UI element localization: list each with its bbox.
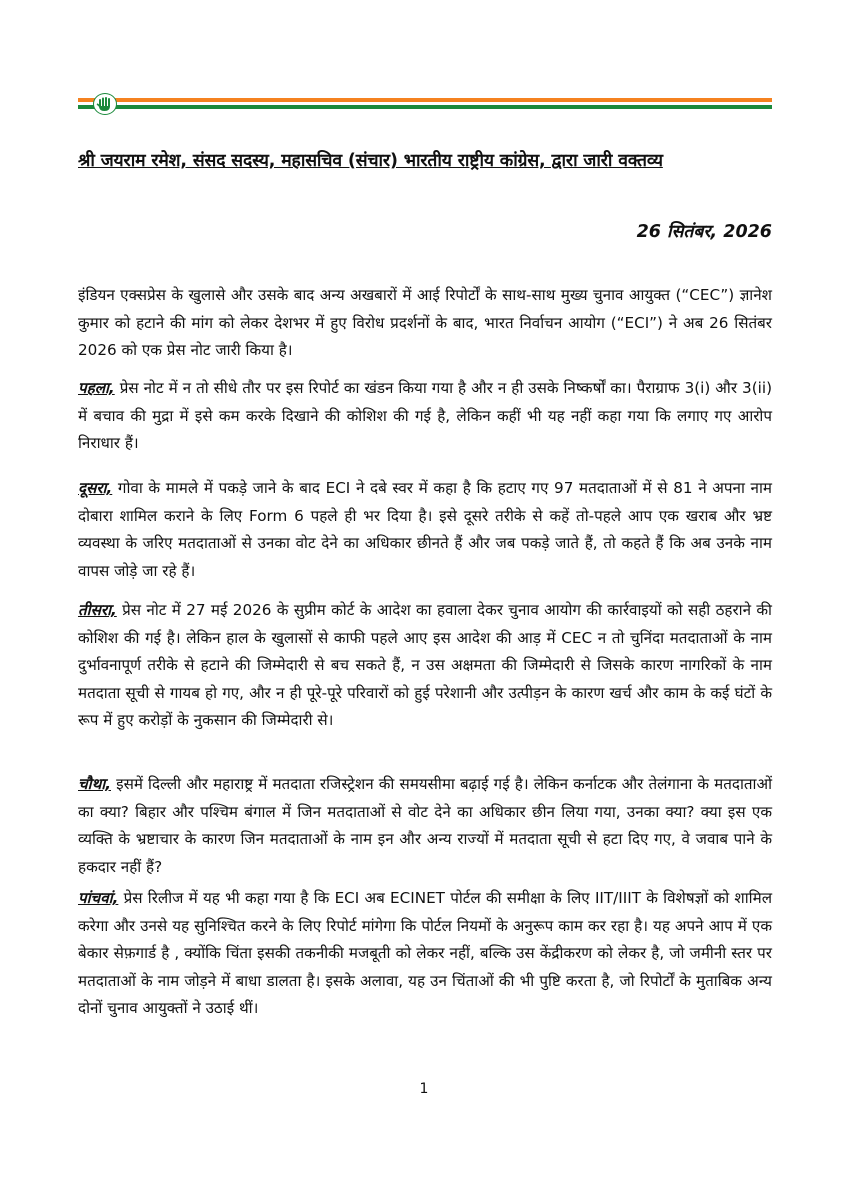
paragraph-text: प्रेस नोट में 27 मई 2026 के सुप्रीम कोर्ट के आदेश का हवाला देकर चुनाव आयोग की कार्रवाइयों को सही ठहराने की कोशिश की गई है। लेकिन हाल के खुलासों से काफी पहले आए इस आदेश की आड़ में CEC न तो चुनिंदा मतदाताओं के नाम दुर्भावनापूर्ण तरीके से हटाने की जिम्मेदारी से बच सकते हैं, न उस अक्षमता की जिम्मेदारी से जिसके कारण नागरिकों के नाम मतदाता सूची से गायब हो गए, और न ही पूरे-पूरे परिवारों को हुई परेशानी और उत्पीड़न के कारण खर्च और काम के कई घंटों के रूप में हुए करोड़ों के नुकसान की जिम्मेदारी से। [78,601,772,729]
paragraph-lead: चौथा, [78,775,111,793]
paragraph-text: इसमें दिल्ली और महाराष्ट्र में मतदाता रजिस्ट्रेशन की समयसीमा बढ़ाई गई है। लेकिन कर्नाटक और तेलंगाना के मतदाताओं का क्या? बिहार और पश्चिम बंगाल में जिन मतदाताओं से वोट देने का अधिकार छीन लिया गया, उनका क्या? क्या इस एक व्यक्ति के भ्रष्टाचार के कारण जिन मतदाताओं के नाम इन और अन्य राज्यों में मतदाता सूची से हटा दिए गए, वे जवाब पाने के हकदार नहीं हैं? [78,775,772,876]
paragraph-first [78,375,772,458]
paragraph-third [78,597,772,735]
paragraph-text: प्रेस रिलीज में यह भी कहा गया है कि ECI अब ECINET पोर्टल की समीक्षा के लिए IIT/IIIT के विशेषज्ञों को शामिल करेगा और उनसे यह सुनिश्चित करने के लिए रिपोर्ट मांगेगा कि पोर्टल नियमों के अनुरूप काम कर रहा है। यह अपने आप में एक बेकार सेफ़गार्ड है , क्योंकि चिंता इसकी तकनीकी मजबूती को लेकर नहीं, बल्कि उस केंद्रीकरण को लेकर है, जो जमीनी स्तर पर मतदाताओं के नाम जोड़ने में बाधा डालता है। इसके अलावा, यह उन चिंताओं की भी पुष्टि करता है, जो रिपोर्टों के मुताबिक अन्य दोनों चुनाव आयुक्तों ने उठाई थीं। [78,889,772,1017]
paragraph-intro [78,282,772,365]
statement-title: श्री जयराम रमेश, संसद सदस्य, महासचिव (संचार) भारतीय राष्ट्रीय कांग्रेस, द्वारा जारी वक्तव्य [78,151,663,171]
paragraph-fourth [78,771,772,881]
paragraph-text: गोवा के मामले में पकड़े जाने के बाद ECI ने दबे स्वर में कहा है कि हटाए गए 97 मतदाताओं में से 81 ने अपना नाम दोबारा शामिल कराने के लिए Form 6 पहले ही भर दिया है। इसे दूसरे तरीके से कहें तो-पहले आप एक खराब और भ्रष्ट व्यवस्था के जरिए मतदाताओं से उनका वोट देने का अधिकार छीनते हैं और जब पकड़े जाते हैं, तो कहते हैं कि अब उनके नाम वापस जोड़े जा रहे हैं। [78,479,772,580]
green-stripe [78,105,772,109]
paragraph-fifth [78,885,772,1023]
paragraph-lead: दूसरा, [78,479,113,497]
paragraph-lead: पहला, [78,379,115,397]
congress-hand-logo-icon [93,93,117,115]
statement-date: 26 सितंबर, 2026 [636,222,772,242]
tricolor-header-bar [78,93,772,117]
paragraph-lead: पांचवां, [78,889,119,907]
paragraph-second [78,475,772,585]
paragraph-text: इंडियन एक्सप्रेस के खुलासे और उसके बाद अन्य अखबारों में आई रिपोर्टों के साथ-साथ मुख्य चुनाव आयुक्त (“CEC”) ज्ञानेश कुमार को हटाने की मांग को लेकर देशभर में हुए विरोध प्रदर्शनों के बाद, भारत निर्वाचन आयोग (“ECI”) ने अब 26 सितंबर 2026 को एक प्रेस नोट जारी किया है। [78,286,772,359]
paragraph-text: प्रेस नोट में न तो सीधे तौर पर इस रिपोर्ट का खंडन किया गया है और न ही उसके निष्कर्षों का। पैराग्राफ 3(i) और 3(ii) में बचाव की मुद्रा में इसे कम करके दिखाने की कोशिश की गई है, लेकिन कहीं भी यह नहीं कहा गया कि लगाए गए आरोप निराधार हैं। [78,379,772,452]
paragraph-lead: तीसरा, [78,601,117,619]
page-number: 1 [419,1081,429,1097]
